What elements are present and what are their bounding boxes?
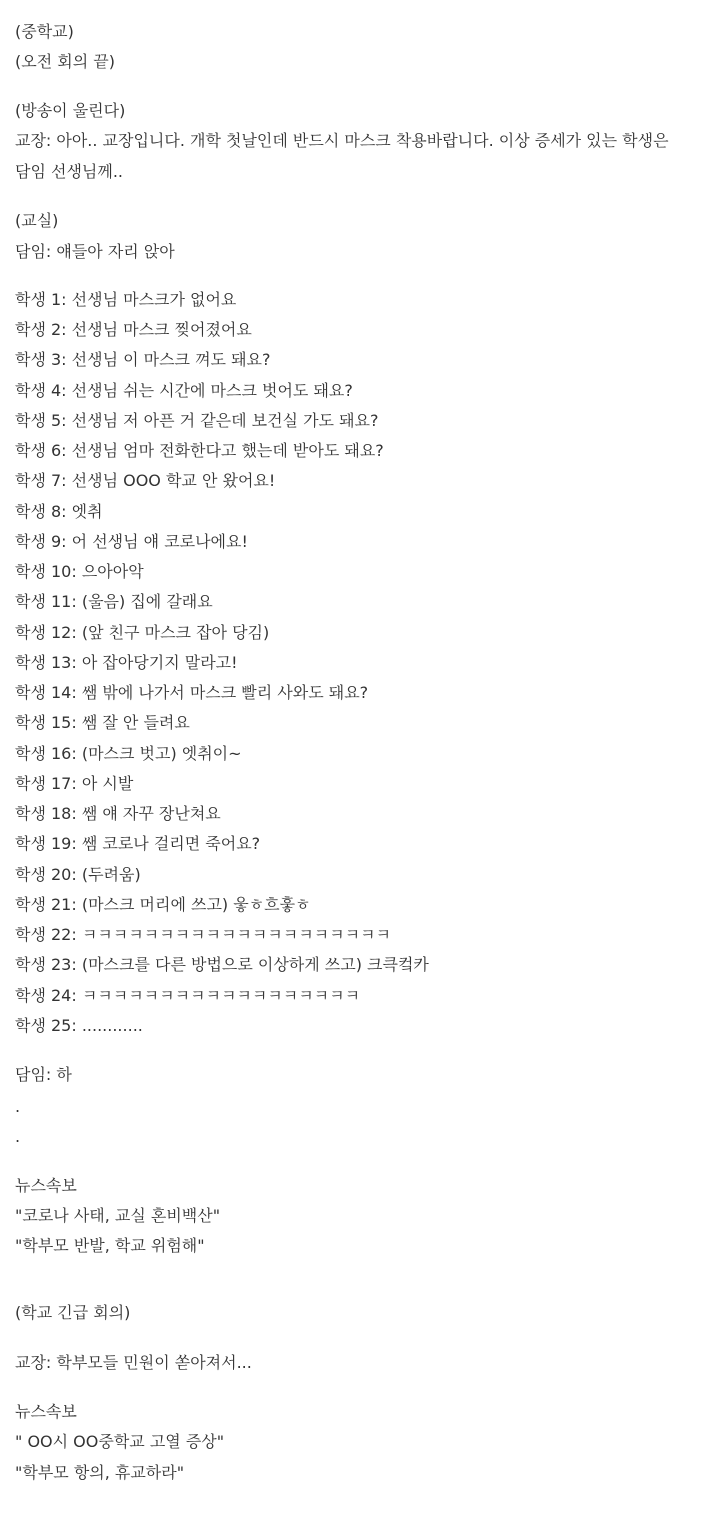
text-line: 학생 5: 선생님 저 아픈 거 같은데 보건실 가도 돼요? (15, 411, 379, 430)
text-line: 학생 21: (마스크 머리에 쓰고) 웋ㅎ흐훟ㅎ (15, 895, 311, 914)
text-line: . (15, 1097, 21, 1116)
text-line: (학교 긴급 회의) (15, 1303, 131, 1322)
text-line: 학생 22: ㅋㅋㅋㅋㅋㅋㅋㅋㅋㅋㅋㅋㅋㅋㅋㅋㅋㅋㅋㅋ (15, 925, 391, 944)
text-line: (방송이 울린다) (15, 101, 126, 120)
text-line: 담임 선생님께.. (15, 162, 123, 181)
text-line: 뉴스속보 (15, 1176, 77, 1195)
text-line: (중학교) (15, 22, 74, 41)
text-line: 학생 6: 선생님 엄마 전화한다고 했는데 받아도 돼요? (15, 441, 384, 460)
text-line: 교장: 아아.. 교장입니다. 개학 첫날인데 반드시 마스크 착용바랍니다. 이상 증세가 있는 학생은 (15, 131, 669, 150)
text-line: 학생 10: 으아아악 (15, 562, 144, 581)
text-line: 학생 12: (앞 친구 마스크 잡아 당김) (15, 623, 270, 642)
text-line: 학생 25: ............ (15, 1016, 143, 1035)
text-line: (오전 회의 끝) (15, 52, 115, 71)
text-line: 학생 1: 선생님 마스크가 없어요 (15, 290, 237, 309)
text-line: . (15, 1127, 21, 1146)
text-line: (교실) (15, 211, 59, 230)
text-line: 학생 13: 아 잡아당기지 말라고! (15, 653, 238, 672)
text-line: "학부모 반발, 학교 위험해" (15, 1236, 205, 1255)
text-line: 학생 11: (울음) 집에 갈래요 (15, 592, 213, 611)
text-line: 학생 16: (마스크 벗고) 엣취이~ (15, 744, 242, 763)
text-line: "코로나 사태, 교실 혼비백산" (15, 1206, 221, 1225)
text-line: 학생 18: 쌤 얘 자꾸 장난쳐요 (15, 804, 221, 823)
text-line: 학생 14: 쌤 밖에 나가서 마스크 빨리 사와도 돼요? (15, 683, 369, 702)
text-line: 학생 19: 쌤 코로나 걸리면 죽어요? (15, 834, 261, 853)
text-line: 학생 7: 선생님 OOO 학교 안 왔어요! (15, 471, 276, 490)
text-line: 학생 23: (마스크를 다른 방법으로 이상하게 쓰고) 크큭컼카 (15, 955, 429, 974)
text-line: 학생 17: 아 시발 (15, 774, 134, 793)
text-line: 학생 20: (두려움) (15, 865, 141, 884)
text-line: 학생 15: 쌤 잘 안 들려요 (15, 713, 190, 732)
text-line: 학생 2: 선생님 마스크 찢어졌어요 (15, 320, 252, 339)
text-line: 학생 3: 선생님 이 마스크 껴도 돼요? (15, 350, 271, 369)
text-line: 학생 9: 어 선생님 얘 코로나에요! (15, 532, 248, 551)
text-line: 학생 8: 엣취 (15, 502, 103, 521)
text-line: 학생 4: 선생님 쉬는 시간에 마스크 벗어도 돼요? (15, 381, 353, 400)
text-line: 뉴스속보 (15, 1402, 77, 1421)
text-line: "학부모 항의, 휴교하라" (15, 1463, 185, 1482)
text-line: 학생 24: ㅋㅋㅋㅋㅋㅋㅋㅋㅋㅋㅋㅋㅋㅋㅋㅋㅋㅋ (15, 986, 361, 1005)
text-line: 교장: 학부모들 민원이 쏟아져서... (15, 1353, 252, 1372)
text-line: 담임: 얘들아 자리 앉아 (15, 242, 175, 261)
text-line: 담임: 하 (15, 1065, 72, 1084)
text-line: " OO시 OO중학교 고열 증상" (15, 1432, 225, 1451)
